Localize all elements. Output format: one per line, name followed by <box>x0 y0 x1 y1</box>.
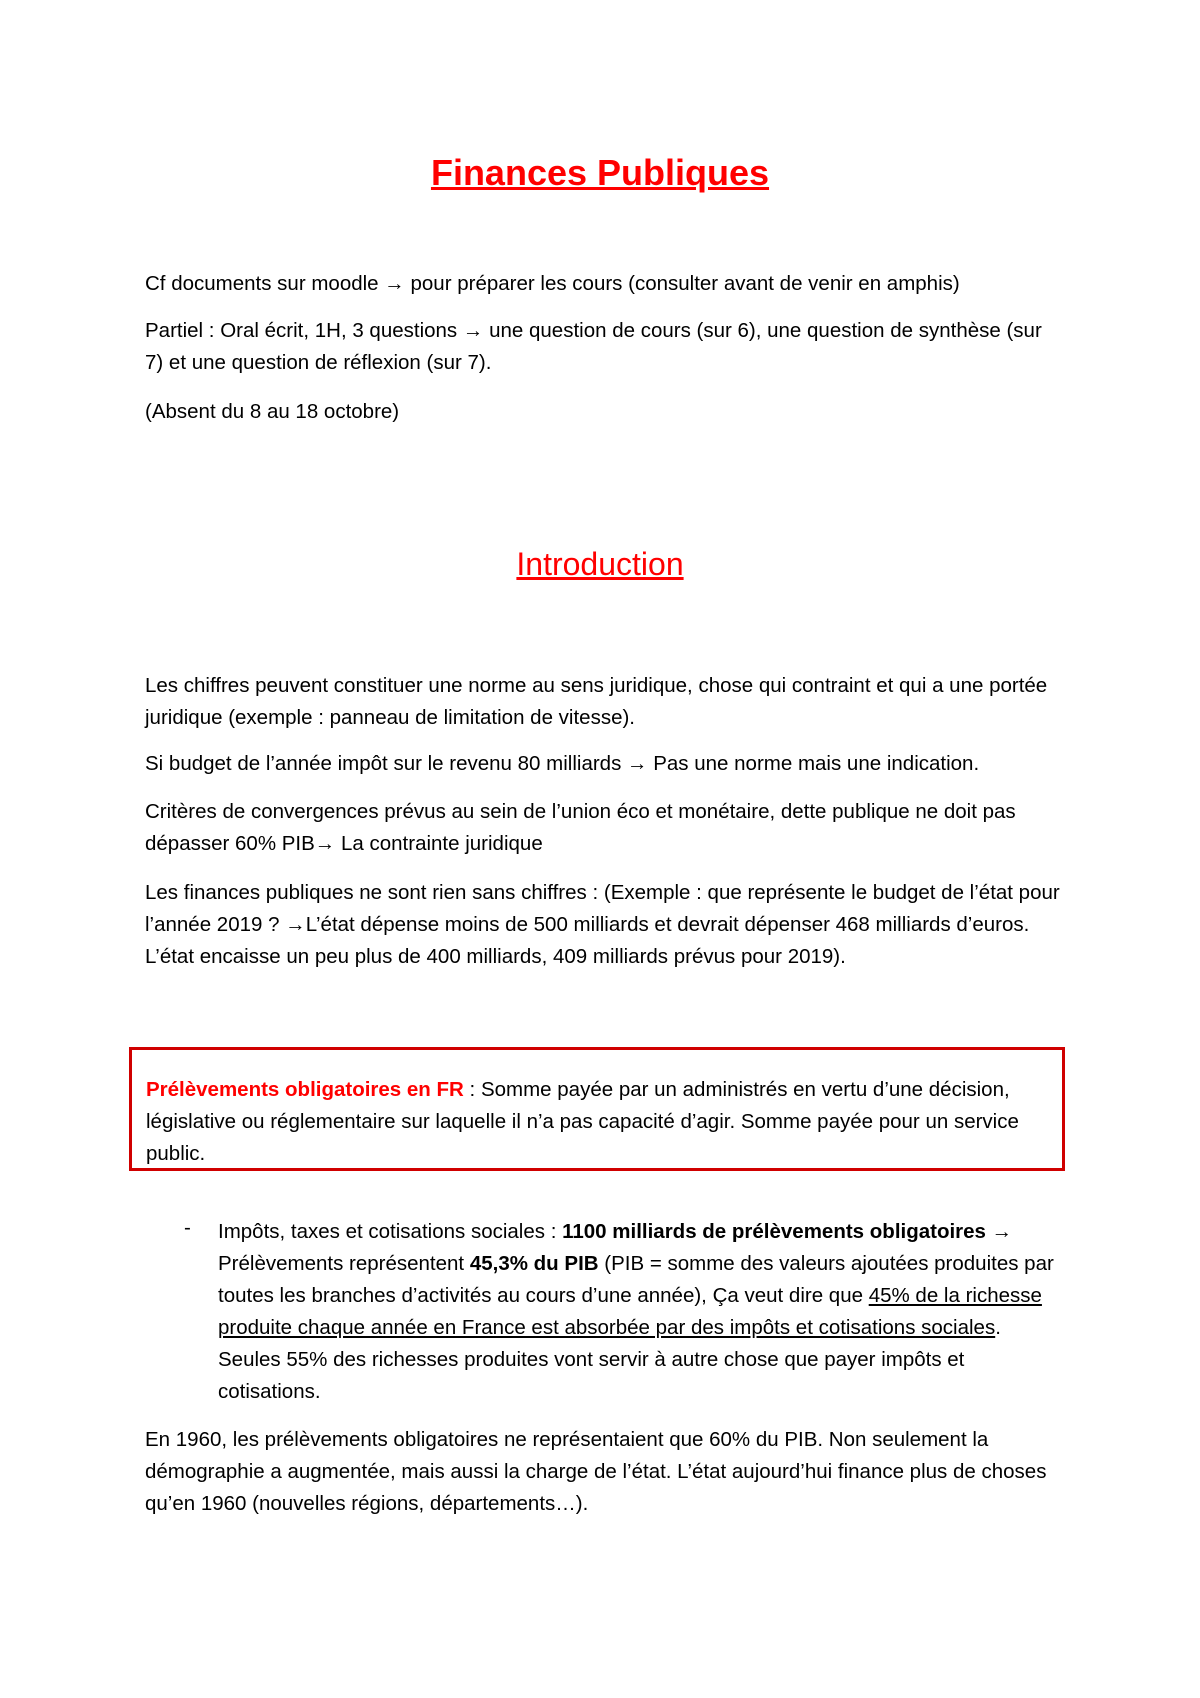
paragraph-text: Partiel : Oral écrit, 1H, 3 questions <box>145 319 458 342</box>
bullet-underlined-text: 45% de la richesse produite chaque année en France est absorbée par des impôts et cotisations sociales <box>218 1284 1042 1339</box>
paragraph-text: Critères de convergences prévus au sein de l’union éco et monétaire, dette publique ne doit pas dépasser 60% PIB <box>145 800 1016 855</box>
paragraph-text: Si budget de l’année impôt sur le revenu 80 milliards <box>145 752 622 775</box>
paragraph-budget <box>145 748 1065 780</box>
arrow-icon: → <box>627 752 648 775</box>
paragraph-criteres <box>145 796 1065 860</box>
paragraph-chiffres-norme: Les chiffres peuvent constituer une norme au sens juridique, chose qui contraint et qui a une portée juridique (exemple : panneau de limitation de vitesse). <box>145 674 1048 729</box>
paragraph-text: L’état dépense moins de 500 milliards et devrait dépenser 468 milliards d’euros. L’état encaisse un peu plus de 400 milliards, 409 milliards prévus pour 2019). <box>145 913 1030 968</box>
page-title: Finances Publiques <box>430 152 770 193</box>
bullet-bold-text: 45,3% du PIB <box>469 1252 599 1275</box>
arrow-icon: → <box>462 319 484 342</box>
definition-term: Prélèvements obligatoires en FR <box>146 1078 464 1101</box>
bullet-text: . Seules 55% des richesses produites vont servir à autre chose que payer impôts et cotisations. <box>218 1316 1001 1403</box>
arrow-icon: → <box>991 1220 1013 1243</box>
bullet-item-prelevements <box>218 1216 1068 1408</box>
bullet-text: (PIB = somme des valeurs ajoutées produites par toutes les branches d’activités au cours d’une année), Ça veut dire que <box>218 1252 1054 1307</box>
paragraph-text: Pas une norme mais une indication. <box>653 752 980 775</box>
bullet-marker: - <box>184 1216 191 1239</box>
definition-text <box>146 1074 1051 1170</box>
arrow-icon: → <box>314 832 336 855</box>
paragraph-partiel <box>145 315 1065 379</box>
bullet-text: Impôts, taxes et cotisations sociales : <box>218 1220 563 1243</box>
definition-callout-box <box>129 1047 1065 1171</box>
definition-body: : Somme payée par un administrés en vertu d’une décision, législative ou réglementaire sur laquelle il n’a pas capacité d’agir. Somme payée pour un service public. <box>146 1078 1019 1165</box>
paragraph-text: La contrainte juridique <box>341 832 543 855</box>
paragraph-text: une question de cours (sur 6), une question de synthèse (sur 7) et une question de réflexion (sur 7). <box>145 319 1042 374</box>
paragraph-finances-chiffres <box>145 877 1065 973</box>
arrow-icon: → <box>285 913 306 936</box>
bullet-bold-text: 1100 milliards de prélèvements obligatoires <box>562 1220 986 1243</box>
paragraph-moodle <box>145 268 1065 300</box>
paragraph-1960: En 1960, les prélèvements obligatoires ne représentaient que 60% du PIB. Non seulement la démographie a augmentée, mais aussi la charge de l’état. L’état aujourd’hui finance plus de choses qu’en 1960 (nouvelles régions, départements…). <box>145 1428 1047 1515</box>
bullet-text: Prélèvements représentent <box>218 1252 470 1275</box>
paragraph-text: Les finances publiques ne sont rien sans chiffres : (Exemple : que représente le budget de l’état pour l’année 2019 ? <box>145 881 1060 936</box>
section-heading-introduction: Introduction <box>516 546 684 582</box>
paragraph-text: pour préparer les cours (consulter avant de venir en amphis) <box>410 272 960 295</box>
arrow-icon: → <box>384 272 405 295</box>
paragraph-text: Cf documents sur moodle <box>145 272 379 295</box>
paragraph-absent: (Absent du 8 au 18 octobre) <box>145 400 400 423</box>
